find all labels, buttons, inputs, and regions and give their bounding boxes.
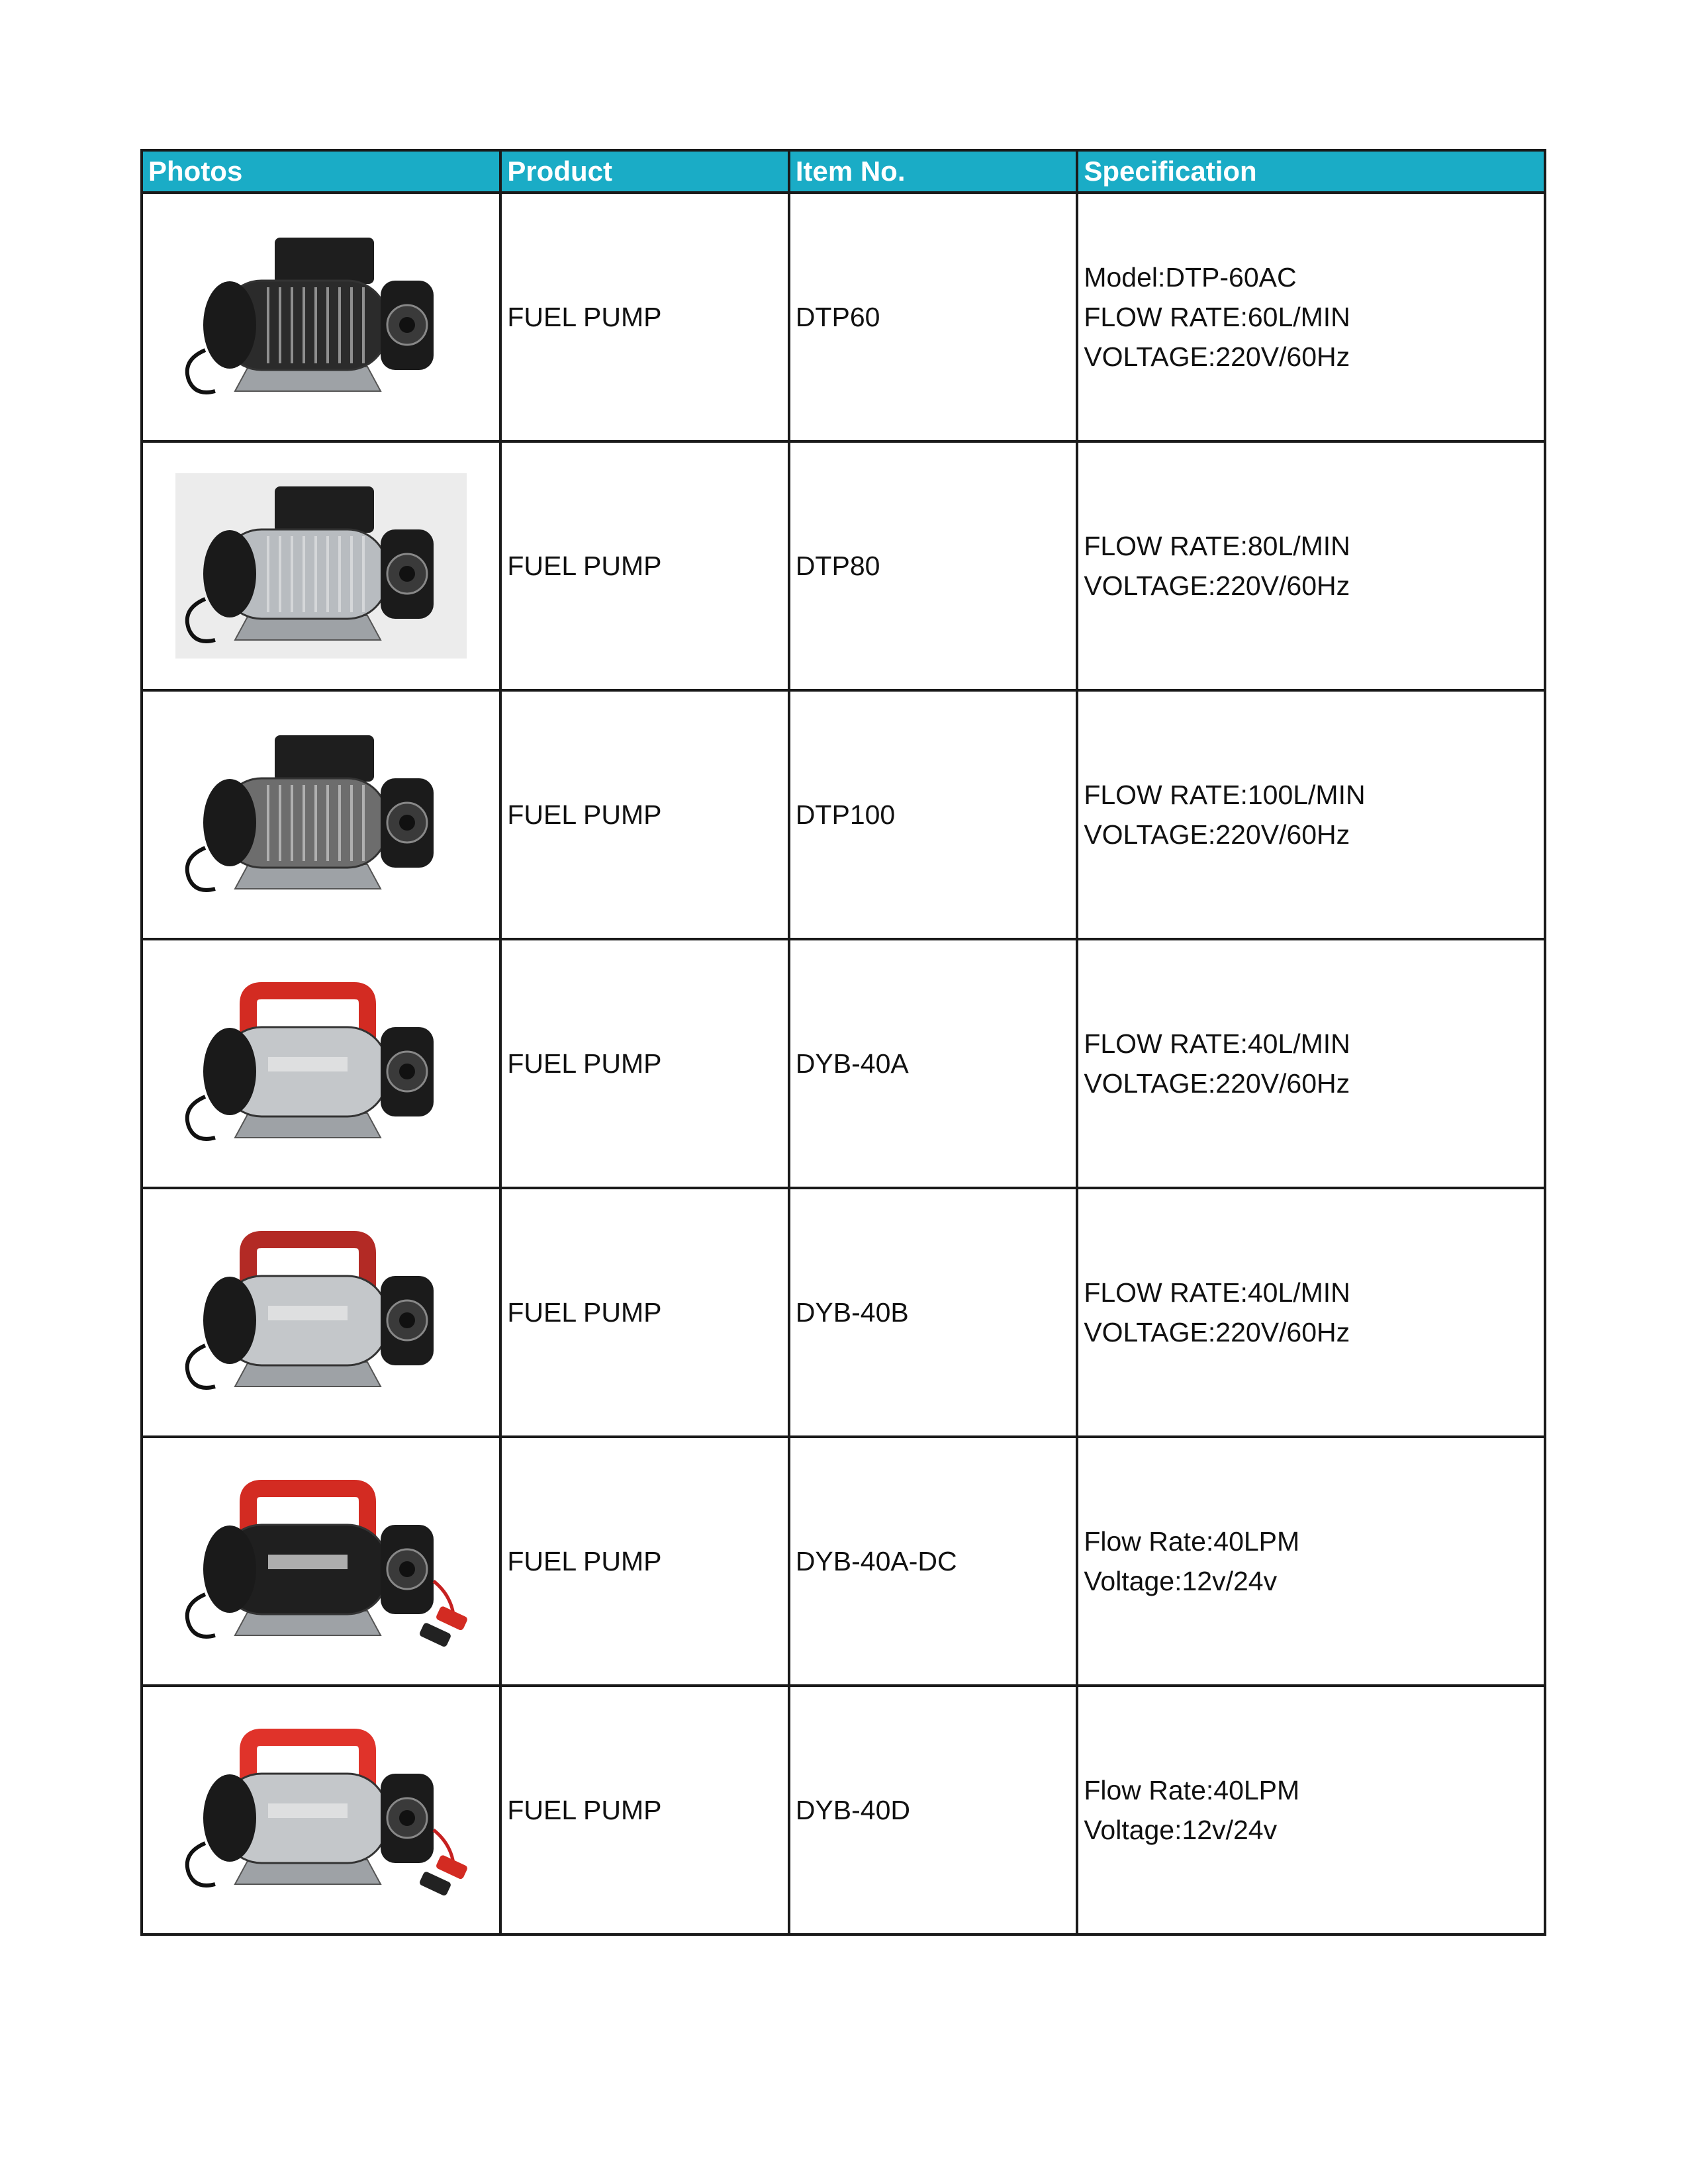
spec-line: Voltage:12v/24v [1084,1566,1278,1596]
aluminium-electric-pump-icon [169,467,473,665]
table-row [142,1686,1545,1934]
item-number: DTP60 [789,193,1078,441]
finned-electric-pump-icon [169,715,473,914]
header-photos: Photos [142,150,500,193]
table-row [142,1188,1545,1437]
spec-line: Flow Rate:40LPM [1084,1775,1300,1805]
spec-line: FLOW RATE:40L/MIN [1084,1028,1350,1059]
item-number: DTP100 [789,690,1078,939]
specification [1077,1188,1545,1437]
photo-cell [142,690,500,939]
table-row [142,1437,1545,1686]
table-header-row [142,150,1545,193]
photo-cell [142,939,500,1188]
item-number: DYB-40A [789,939,1078,1188]
product-name: FUEL PUMP [500,441,789,690]
photo-cell [142,441,500,690]
table-row [142,690,1545,939]
specification [1077,441,1545,690]
product-name: FUEL PUMP [500,1686,789,1934]
spec-line: Flow Rate:40LPM [1084,1526,1300,1557]
spec-line: Voltage:12v/24v [1084,1815,1278,1845]
dc-pump-with-clamps-icon [169,1711,473,1909]
product-name: FUEL PUMP [500,1437,789,1686]
spec-line: Model:DTP-60AC [1084,262,1297,293]
spec-line: FLOW RATE:40L/MIN [1084,1277,1350,1308]
item-number: DYB-40B [789,1188,1078,1437]
spec-line: VOLTAGE:220V/60Hz [1084,570,1350,601]
spec-line: VOLTAGE:220V/60Hz [1084,341,1350,372]
spec-line: VOLTAGE:220V/60Hz [1084,819,1350,850]
spec-line: FLOW RATE:100L/MIN [1084,780,1366,810]
product-name: FUEL PUMP [500,193,789,441]
handled-pump-icon [169,964,473,1163]
photo-cell [142,193,500,441]
product-name: FUEL PUMP [500,1188,789,1437]
specification [1077,1437,1545,1686]
table-row [142,441,1545,690]
specification [1077,939,1545,1188]
dc-pump-with-clamps-icon [169,1462,473,1661]
spec-line: VOLTAGE:220V/60Hz [1084,1068,1350,1099]
item-number: DYB-40D [789,1686,1078,1934]
header-item-no: Item No. [789,150,1078,193]
item-number: DYB-40A-DC [789,1437,1078,1686]
specification [1077,690,1545,939]
header-specification: Specification [1077,150,1545,193]
black-electric-pump-icon [169,218,473,416]
table-body [142,193,1545,1934]
item-number: DTP80 [789,441,1078,690]
spec-line: FLOW RATE:60L/MIN [1084,302,1350,332]
handled-pump-icon [169,1213,473,1412]
photo-cell [142,1188,500,1437]
table-row [142,193,1545,441]
table-row [142,939,1545,1188]
product-name: FUEL PUMP [500,939,789,1188]
photo-cell [142,1686,500,1934]
spec-line: FLOW RATE:80L/MIN [1084,531,1350,561]
header-product: Product [500,150,789,193]
spec-line: VOLTAGE:220V/60Hz [1084,1317,1350,1347]
specification [1077,1686,1545,1934]
photo-cell [142,1437,500,1686]
specification [1077,193,1545,441]
product-name: FUEL PUMP [500,690,789,939]
product-table [140,149,1546,1936]
